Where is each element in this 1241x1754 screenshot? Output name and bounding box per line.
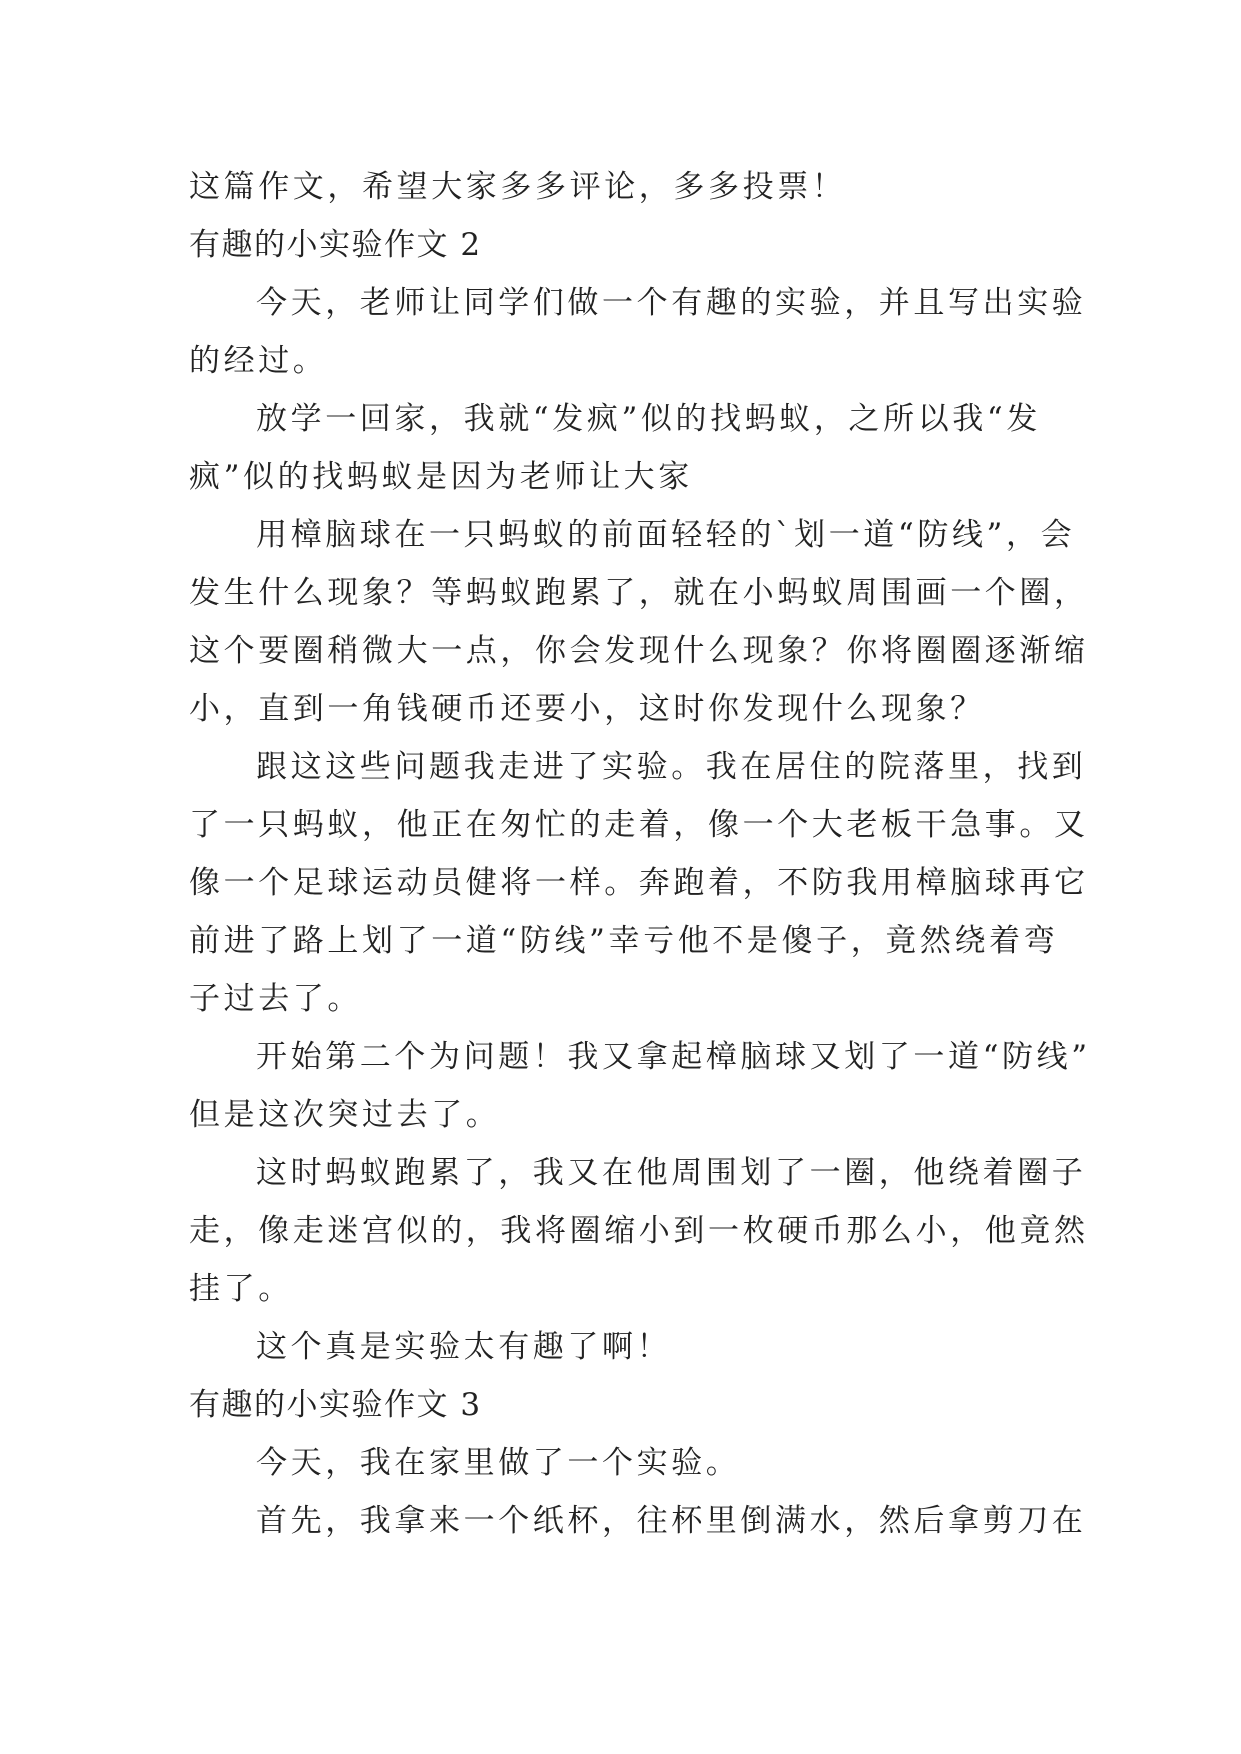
text-line: 了一只蚂蚁，他正在匆忙的走着，像一个大老板干急事。又	[189, 807, 1089, 843]
text-line: 这个要圈稍微大一点，你会发现什么现象？你将圈圈逐渐缩	[189, 633, 1089, 669]
text-line: 发生什么现象？等蚂蚁跑累了，就在小蚂蚁周围画一个圈，	[189, 575, 1089, 611]
text-line: 首先，我拿来一个纸杯，往杯里倒满水，然后拿剪刀在	[256, 1503, 1087, 1539]
text-line: 开始第二个为问题！我又拿起樟脑球又划了一道“防线”	[256, 1039, 1091, 1075]
text-line: 小，直到一角钱硬币还要小，这时你发现什么现象？	[189, 691, 985, 727]
text-line: 像一个足球运动员健将一样。奔跑着，不防我用樟脑球再它	[189, 865, 1089, 901]
text-line: 前进了路上划了一道“防线”幸亏他不是傻子，竟然绕着弯	[189, 923, 1059, 959]
text-line: 走，像走迷宫似的，我将圈缩小到一枚硬币那么小，他竟然	[189, 1213, 1089, 1249]
text-line: 这篇作文，希望大家多多评论，多多投票！	[189, 169, 847, 205]
text-line: 这时蚂蚁跑累了，我又在他周围划了一圈，他绕着圈子	[256, 1155, 1087, 1191]
text-line: 跟这这些问题我走进了实验。我在居住的院落里，找到	[256, 749, 1087, 785]
text-line: 的经过。	[189, 343, 328, 379]
text-line: 但是这次突过去了。	[189, 1097, 501, 1133]
text-line: 今天，我在家里做了一个实验。	[256, 1445, 741, 1481]
text-line: 挂了。	[189, 1271, 293, 1307]
text-line: 用樟脑球在一只蚂蚁的前面轻轻的`划一道“防线”，会	[256, 517, 1076, 553]
text-line: 今天，老师让同学们做一个有趣的实验，并且写出实验	[256, 285, 1087, 321]
section-heading: 有趣的小实验作文 2	[189, 227, 482, 263]
section-heading: 有趣的小实验作文 3	[189, 1387, 482, 1423]
text-line: 放学一回家，我就“发疯”似的找蚂蚁，之所以我“发	[256, 401, 1041, 437]
text-line: 疯”似的找蚂蚁是因为老师让大家	[189, 459, 693, 495]
text-line: 子过去了。	[189, 981, 362, 1017]
text-line: 这个真是实验太有趣了啊！	[256, 1329, 672, 1365]
